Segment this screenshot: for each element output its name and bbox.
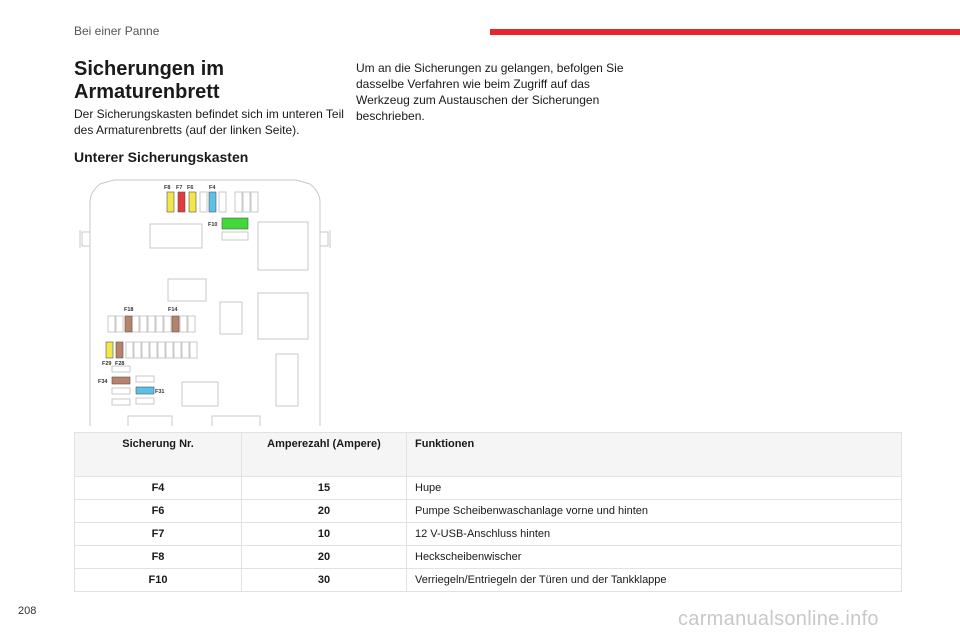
table-header-row [75, 433, 902, 477]
cell-amperage: 20 [242, 500, 407, 523]
label-f34: F34 [98, 379, 108, 385]
header-accent-bar [490, 29, 960, 35]
table-row [75, 569, 902, 592]
header-fuse-no: Sicherung Nr. [75, 433, 242, 477]
fuse-f10 [222, 218, 248, 229]
intro-paragraph: Der Sicherungskasten befindet sich im unteren Teil des Armaturenbretts (auf der linken Seite). [74, 107, 344, 137]
cell-amperage: 10 [242, 523, 407, 546]
label-f6: F6 [187, 185, 194, 191]
fuse-f34 [112, 377, 130, 384]
label-f31: F31 [155, 389, 165, 395]
section-subtitle: Unterer Sicherungskasten [74, 149, 249, 165]
table-row [75, 500, 902, 523]
page-title: Sicherungen im Armaturenbrett [74, 58, 225, 103]
table-row [75, 523, 902, 546]
label-f10: F10 [208, 222, 218, 228]
fuse-f7 [178, 192, 185, 212]
table-row [75, 546, 902, 569]
page-number: 208 [18, 605, 37, 617]
fuse-f29 [106, 342, 113, 358]
fuse-table [74, 432, 902, 592]
table-row [75, 477, 902, 500]
cell-function: Pumpe Scheibenwaschanlage vorne und hinten [407, 500, 902, 523]
cell-amperage: 15 [242, 477, 407, 500]
fuse-f8 [167, 192, 174, 212]
label-f7: F7 [176, 185, 183, 191]
cell-function: 12 V-USB-Anschluss hinten [407, 523, 902, 546]
watermark: carmanualsonline.info [678, 608, 879, 630]
cell-fuse-no: F8 [75, 546, 242, 569]
header-amperage: Amperezahl (Ampere) [242, 433, 407, 477]
fuse-f6 [189, 192, 196, 212]
cell-function: Hupe [407, 477, 902, 500]
fuse-f18 [125, 316, 132, 332]
access-instructions: Um an die Sicherungen zu gelangen, befolgen Sie dasselbe Verfahren wie beim Zugriff auf das Werkzeug zum Austauschen der Sicherungen beschrieben. [356, 61, 624, 123]
label-f18: F18 [124, 307, 134, 313]
cell-fuse-no: F4 [75, 477, 242, 500]
cell-amperage: 20 [242, 546, 407, 569]
cell-function: Heckscheibenwischer [407, 546, 902, 569]
cell-amperage: 30 [242, 569, 407, 592]
header-functions: Funktionen [407, 433, 902, 477]
label-f8: F8 [164, 185, 171, 191]
section-header: Bei einer Panne [74, 24, 160, 38]
label-f28: F28 [115, 361, 125, 367]
label-f29: F29 [102, 361, 112, 367]
fuse-f14 [172, 316, 179, 332]
cell-function: Verriegeln/Entriegeln der Türen und der Tankklappe [407, 569, 902, 592]
cell-fuse-no: F7 [75, 523, 242, 546]
cell-fuse-no: F6 [75, 500, 242, 523]
cell-fuse-no: F10 [75, 569, 242, 592]
fuse-f4 [209, 192, 216, 212]
fuse-f31 [136, 387, 154, 394]
label-f4: F4 [209, 185, 216, 191]
fuse-f28 [116, 342, 123, 358]
label-f14: F14 [168, 307, 178, 313]
fuse-box-diagram [76, 176, 334, 426]
